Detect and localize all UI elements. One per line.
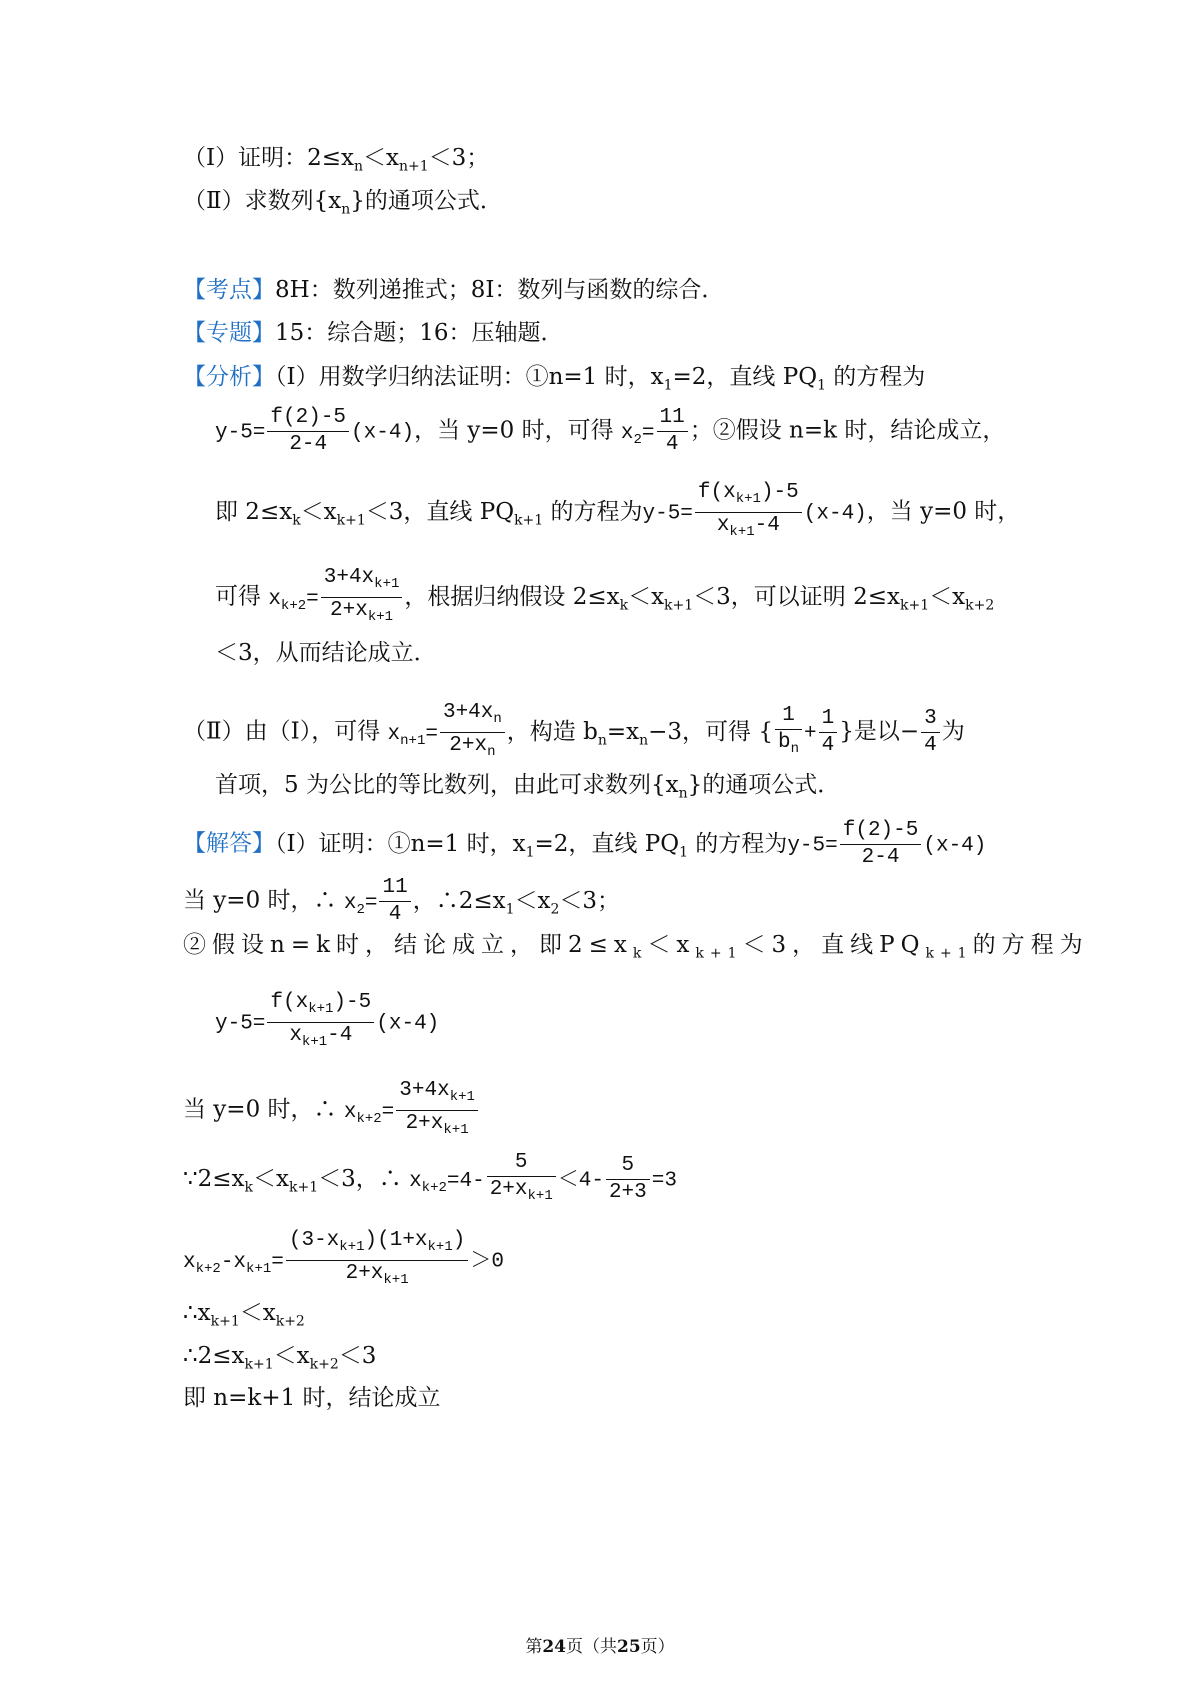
fraction: $\frac{3+4x_n}{2+x_n}$ [440,700,505,765]
jieda-line-2: 当 y=0 时，∴ $x_2=$ $\frac{11}{4}$ ，$\therefore 2\le x_1<x_2<3$； [183,876,621,926]
zhuanti-line [183,318,564,348]
fenxi-line-3: 即 $2\le x_k<x_{k+1}<3$，直线 $PQ_{k+1}$ 的方程为y-5= $\frac{f(x_{k+1})-5}{x_{k+1}-4}$ (x-4)，当 y=0 时， [215,480,1020,545]
page-footer [0,1632,1200,1657]
fraction: $\frac{11}{4}$ [657,405,688,458]
fenxi-line-5: ＜3，从而结论成立． [215,640,437,666]
fraction: $\frac{f(2)-5}{2-4}$ [267,405,349,458]
fraction: $\frac{5}{2+3}$ [606,1153,650,1206]
fraction: $\frac{3+4x_{k+1}}{2+x_{k+1}}$ [321,565,403,630]
zhuanti-tag: 【专题】 [183,320,275,346]
jieda-line-5: 当 y=0 时，∴ $x_{k+2}=$ $\frac{3+4x_{k+1}}{2+x_{k+1}}$ [183,1078,480,1143]
fraction: $\frac{11}{4}$ [379,875,410,928]
kaodian-text: 8H：数列递推式；8I：数列与函数的综合． [275,277,725,303]
page-total: 25 [617,1637,641,1657]
jieda-line-8: $\therefore x_{k+1}<x_{k+2}$ [183,1300,305,1330]
fraction: $\frac{f(x_{k+1})-5}{x_{k+1}-4}$ [695,480,802,545]
jieda-line-10: 即 n=k+1 时，结论成立 [183,1385,441,1411]
jieda-tag: 【解答】 [183,830,275,857]
jieda-line-7: $x_{k+2}-x_{k+1}=$ $\frac{(3-x_{k+1})(1+x_{k+1})}{2+x_{k+1}}$ ＞0 [183,1228,504,1293]
fenxi-line-7: 首项，5 为公比的等比数列，由此可求数列$\{x_n\}$的通项公式． [215,772,841,802]
fraction: $\frac{3+4x_{k+1}}{2+x_{k+1}}$ [396,1078,478,1143]
fenxi-line-6: （Ⅱ）由（Ⅰ），可得 $x_{n+1}=$ $\frac{3+4x_n}{2+x_n}$ ，构造 $b_n=x_n-3$，可得 { $\frac{1}{b_n}$ + $\frac{1}{4}$ }是以− $\frac{3}{4}$ 为 [183,700,965,765]
zhuanti-text: 15：综合题；16：压轴题． [275,320,564,346]
page-number: 24 [542,1637,566,1657]
jieda-line-3: ②假设n=k时，结论成立，即$2\le x_k<x_{k+1}<3$，直线$PQ_{k+1}$的方程为 [183,932,1089,962]
jieda-line-1: 【解答】（Ⅰ）证明：①n=1 时，$x_1=2$，直线 $PQ_1$ 的方程为y-5= $\frac{f(2)-5}{2-4}$ (x-4) [183,819,987,869]
footer-suffix: 页） [640,1637,675,1657]
fraction: $\frac{1}{4}$ [819,706,838,759]
kaodian-tag: 【考点】 [183,277,275,303]
question-part-1: （Ⅰ）证明：$2\le x_n<x_{n+1}<3$； [183,145,490,175]
kaodian-line [183,275,724,305]
fenxi-line-2: y-5= $\frac{f(2)-5}{2-4}$ (x-4)，当 y=0 时，可得 $x_2=$ $\frac{11}{4}$ ；②假设 n=k 时，结论成立， [215,406,1006,456]
footer-mid: 页（共 [566,1637,617,1657]
fraction: $\frac{3}{4}$ [921,706,940,759]
fenxi-line-4: 可得 $x_{k+2}=$ $\frac{3+4x_{k+1}}{2+x_{k+1}}$ ，根据归纳假设 $2\le x_k<x_{k+1}<3$，可以证明 $2\le x_{k+1}<x_{k+2}$ [215,565,994,630]
fenxi-tag: 【分析】 [183,364,275,390]
fraction: $\frac{(3-x_{k+1})(1+x_{k+1})}{2+x_{k+1}}$ [286,1228,468,1293]
footer-prefix: 第 [525,1637,543,1657]
fenxi-line-1: 【分析】（Ⅰ）用数学归纳法证明：①n=1 时，$x_1=2$，直线 $PQ_1$ 的方程为 [183,364,926,394]
jieda-line-6: $\because 2\le x_k<x_{k+1}<3$，∴ $x_{k+2}=4-$ $\frac{5}{2+x_{k+1}}$ ＜4- $\frac{5}{2+3}$ =3 [183,1150,677,1209]
fraction: $\frac{1}{b_n}$ [775,703,802,762]
fraction: $\frac{5}{2+x_{k+1}}$ [487,1150,556,1209]
jieda-line-4: y-5= $\frac{f(x_{k+1})-5}{x_{k+1}-4}$ (x-4) [215,990,439,1055]
jieda-line-9: $\therefore 2\le x_{k+1}<x_{k+2}<3$ [183,1343,377,1373]
fraction: $\frac{f(x_{k+1})-5}{x_{k+1}-4}$ [267,990,374,1055]
fraction: $\frac{f(2)-5}{2-4}$ [840,818,922,871]
question-part-2: （Ⅱ）求数列$\{x_n\}$的通项公式． [183,188,503,218]
